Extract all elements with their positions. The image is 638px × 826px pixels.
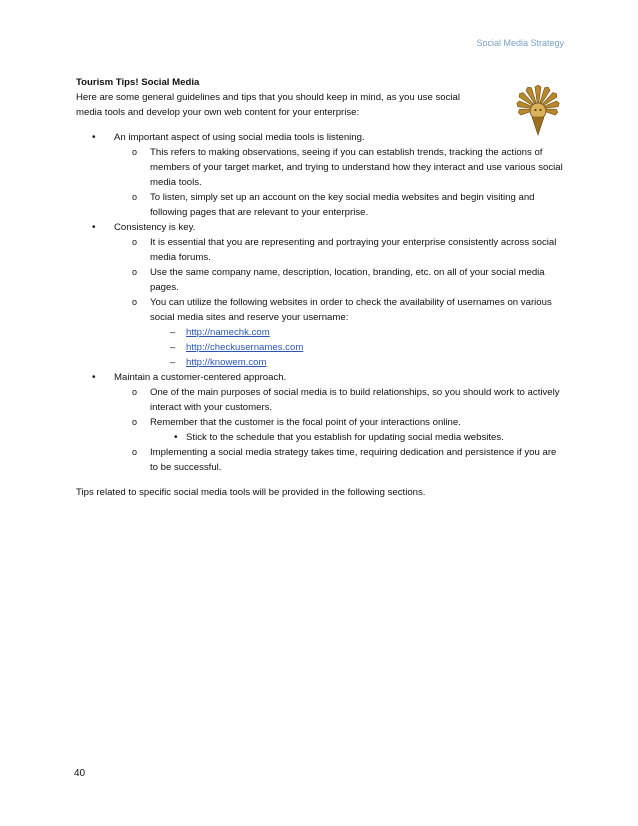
bullet-text: Consistency is key. <box>114 222 196 233</box>
intro-line-1: Here are some general guidelines and tips that you should keep in mind, as you use social <box>76 92 460 103</box>
sub-list-text: Remember that the customer is the focal point of your interactions online. <box>150 417 461 428</box>
link-item <box>76 355 566 370</box>
sub-list-text: You can utilize the following websites in order to check the availability of usernames on various social media sites and reserve your username: <box>150 297 552 323</box>
section-title: Tourism Tips! Social Media <box>76 77 200 88</box>
bullet-text: An important aspect of using social media tools is listening. <box>114 132 365 143</box>
bullet-text: Maintain a customer-centered approach. <box>114 372 287 383</box>
intro-line-2: media tools and develop your own web content for your enterprise: <box>76 107 360 118</box>
link-item <box>76 325 566 340</box>
sub-list-item: o Use the same company name, description, location, branding, etc. on all of your social media pages. <box>76 265 566 295</box>
page-number: 40 <box>74 768 86 779</box>
knowem-link[interactable]: http://knowem.com <box>186 357 267 368</box>
sub-list-item: o One of the main purposes of social media is to build relationships, so you should work to actively interact with your customers. <box>76 385 566 415</box>
list-item <box>76 130 566 220</box>
link-item <box>76 340 566 355</box>
sub-sub-list-item: • Stick to the schedule that you establish for updating social media websites. <box>76 430 566 445</box>
sub-list-item: o It is essential that you are representing and portraying your enterprise consistently across social media forums. <box>76 235 566 265</box>
namechk-link[interactable]: http://namechk.com <box>186 327 270 338</box>
page-content <box>76 75 566 500</box>
sub-list-item <box>76 295 566 370</box>
running-header: Social Media Strategy <box>476 38 564 48</box>
sub-list-item: o This refers to making observations, seeing if you can establish trends, tracking the actions of members of your target market, and trying to understand how they interact and use various social media tools. <box>76 145 566 190</box>
checkusernames-link[interactable]: http://checkusernames.com <box>186 342 304 353</box>
closing-text: Tips related to specific social media tools will be provided in the following sections. <box>76 487 426 498</box>
list-item <box>76 220 566 370</box>
sub-list-item: o Implementing a social media strategy takes time, requiring dedication and persistence if you are to be successful. <box>76 445 566 475</box>
sub-list-item: o To listen, simply set up an account on the key social media websites and begin visiting and following pages that are relevant to your enterprise. <box>76 190 566 220</box>
tips-list <box>76 130 566 475</box>
sub-list-item <box>76 415 566 445</box>
list-item <box>76 370 566 475</box>
